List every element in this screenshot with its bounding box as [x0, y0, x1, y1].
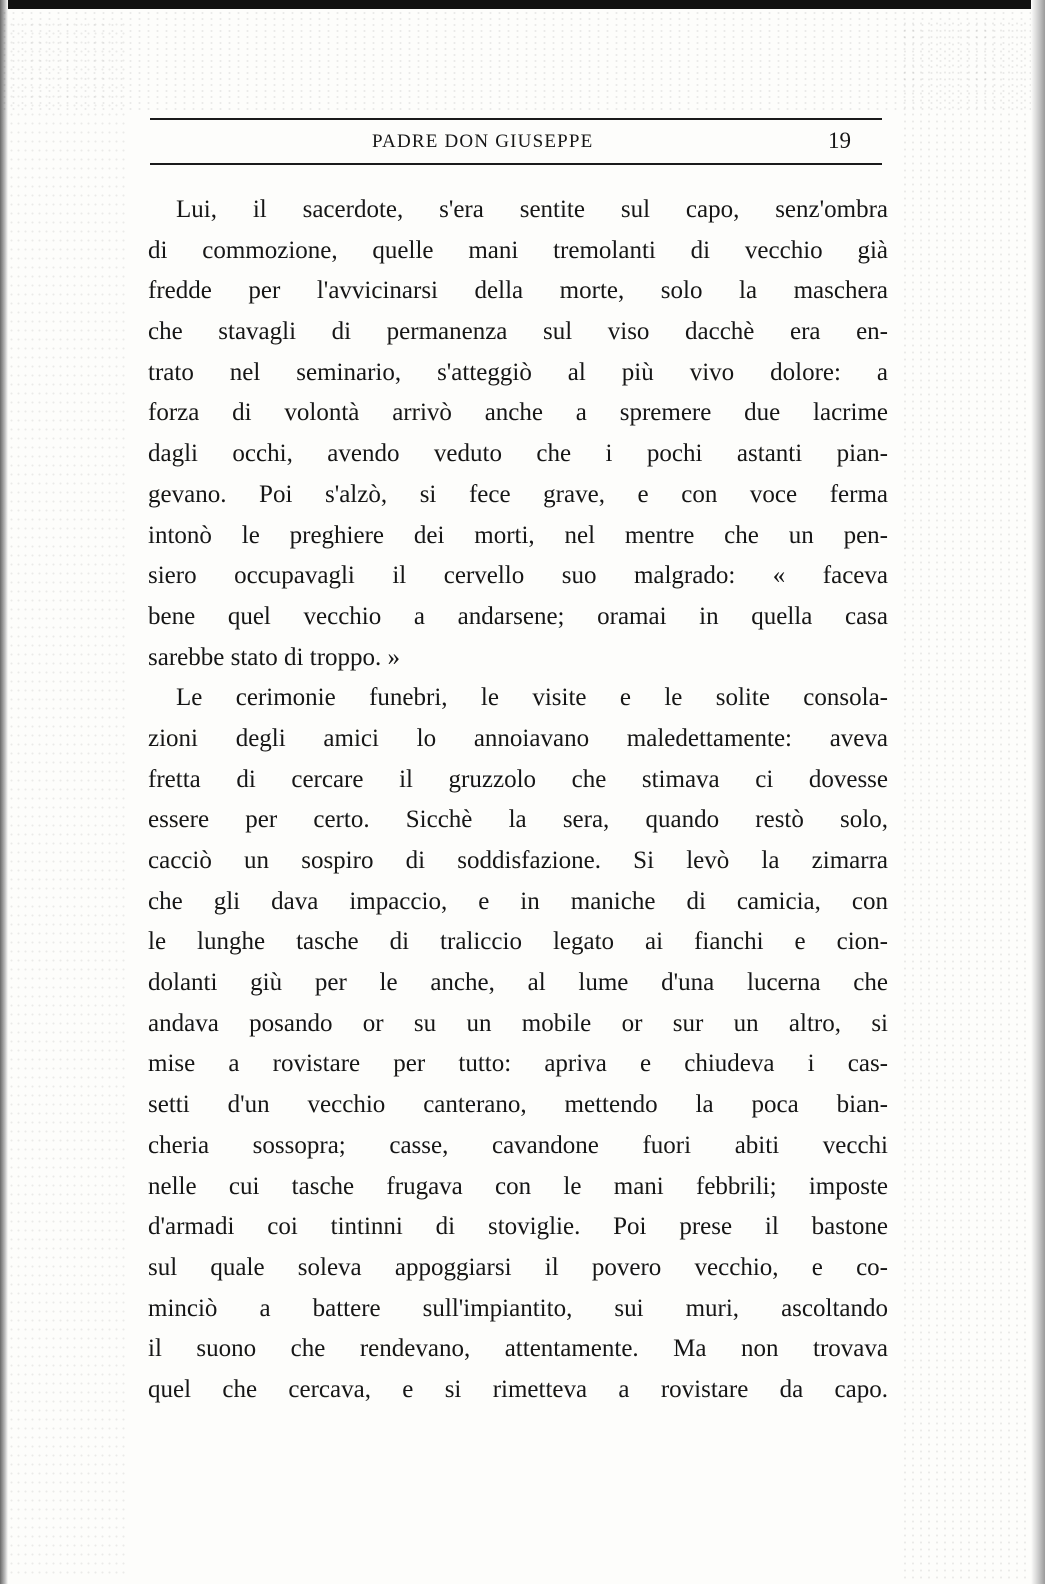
header-rule-bottom: [150, 163, 882, 165]
text-line: sul quale soleva appoggiarsi il povero vecchio, e co-: [148, 1253, 888, 1281]
text-line: d'armadi coi tintinni di stoviglie. Poi prese il bastone: [148, 1213, 888, 1241]
page-number: 19: [828, 128, 851, 153]
text-line: cacciò un sospiro di soddisfazione. Si levò la zimarra: [148, 847, 888, 874]
text-line: minciò a battere sull'impiantito, sui muri, ascoltando: [148, 1294, 888, 1322]
text-line: dagli occhi, avendo veduto che i pochi astanti pian-: [148, 440, 888, 468]
text-line: Le cerimonie funebri, le visite e le solite consola-: [176, 684, 888, 712]
text-line: essere per certo. Sicchè la sera, quando restò solo,: [148, 806, 888, 834]
text-line: fretta di cercare il gruzzolo che stimava ci dovesse: [148, 765, 888, 793]
paper-speckle-right: [901, 20, 1031, 1580]
paper-speckle-top: [0, 10, 1031, 110]
paper-speckle-left: [8, 20, 128, 1580]
text-line: intonò le preghiere dei morti, nel mentre che un pen-: [148, 521, 888, 549]
scan-top-border: [0, 0, 1045, 9]
text-line: nelle cui tasche frugava con le mani febbrili; imposte: [148, 1172, 888, 1200]
text-line: che stavagli di permanenza sul viso dacchè era en-: [148, 318, 888, 346]
text-line: mise a rovistare per tutto: apriva e chiudeva i cas-: [148, 1050, 888, 1078]
scan-right-edge: [1031, 0, 1045, 1584]
header-rule-top: [150, 118, 882, 120]
text-line: bene quel vecchio a andarsene; oramai in quella casa: [148, 602, 888, 630]
text-line: gevano. Poi s'alzò, si fece grave, e con voce ferma: [148, 480, 888, 508]
text-line: Lui, il sacerdote, s'era sentite sul capo, senz'ombra: [176, 196, 888, 223]
text-line: le lunghe tasche di traliccio legato ai fianchi e cion-: [148, 928, 888, 956]
text-line: di commozione, quelle mani tremolanti di vecchio già: [148, 236, 888, 264]
text-line: sarebbe stato di troppo. »: [148, 643, 401, 671]
text-line: andava posando or su un mobile or sur un altro, si: [148, 1009, 888, 1037]
text-line: setti d'un vecchio canterano, mettendo la poca bian-: [148, 1091, 888, 1119]
text-line: fredde per l'avvicinarsi della morte, solo la maschera: [148, 277, 888, 305]
text-line: che gli dava impaccio, e in maniche di camicia, con: [148, 887, 888, 915]
body-text: [148, 190, 888, 1411]
text-line: quel che cercava, e si rimetteva a rovistare da capo.: [148, 1375, 888, 1403]
text-line: zioni degli amici lo annoiavano maledettamente: aveva: [148, 724, 888, 752]
text-line: dolanti giù per le anche, al lume d'una lucerna che: [148, 969, 888, 997]
running-title: PADRE DON GIUSEPPE: [372, 131, 594, 152]
text-line: il suono che rendevano, attentamente. Ma non trovava: [148, 1335, 888, 1363]
text-line: siero occupavagli il cervello suo malgrado: « faceva: [148, 562, 888, 590]
text-line: cheria sossopra; casse, cavandone fuori abiti vecchi: [148, 1131, 888, 1159]
scan-left-edge: [0, 0, 8, 1584]
text-line: trato nel seminario, s'atteggiò al più vivo dolore: a: [148, 358, 888, 386]
text-line: forza di volontà arrivò anche a spremere due lacrime: [148, 399, 888, 427]
